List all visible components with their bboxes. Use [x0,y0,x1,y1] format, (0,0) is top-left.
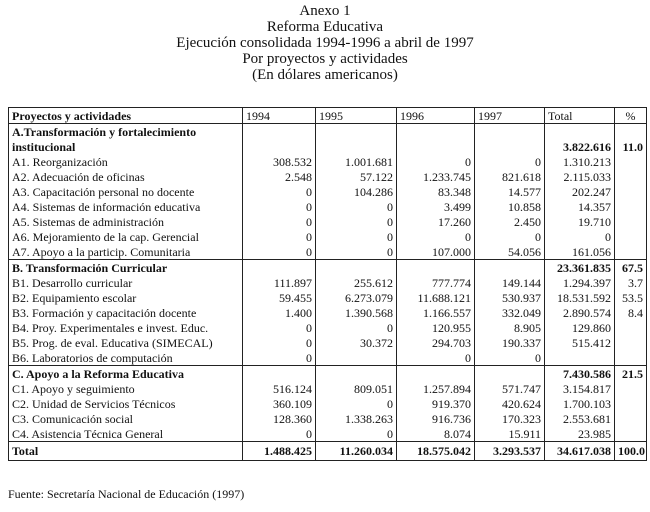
activity-y1997: 530.937 [475,290,545,305]
table-row [9,320,647,335]
activity-pct [615,350,647,366]
activity-pct [615,244,647,260]
activity-y1995: 0 [316,320,397,335]
section-empty-cell [243,260,316,276]
activity-pct [615,396,647,411]
section-empty-cell [475,366,545,382]
activity-y1996: 916.736 [397,411,475,426]
activity-name: A4. Sistemas de información educativa [12,199,201,214]
section-header-row [9,366,647,382]
total-pct: 100.0 [615,442,647,461]
section-label: C. Apoyo a la Reforma Educativa [9,366,243,382]
activity-y1997: 571.747 [475,381,545,396]
activity-y1996: 17.260 [397,214,475,229]
header-1997: 1997 [475,108,545,124]
activity-total: 1.310.213 [545,154,615,169]
activity-pct [615,229,647,244]
activity-y1996: 1.166.557 [397,305,475,320]
activity-y1997: 8.905 [475,320,545,335]
activity-y1997: 0 [475,350,545,366]
activity-y1997: 10.858 [475,199,545,214]
activity-y1995: 0 [316,244,397,260]
activity-y1995: 255.612 [316,275,397,290]
activity-y1995: 6.273.079 [316,290,397,305]
activity-y1995: 0 [316,199,397,214]
activity-y1997: 149.144 [475,275,545,290]
section-empty-cell [397,124,475,140]
table-row [9,350,647,366]
section-empty-cell [316,124,397,140]
activity-total: 161.056 [545,244,615,260]
activity-y1996: 777.774 [397,275,475,290]
activity-name: A3. Capacitación personal no docente [12,184,195,199]
activity-y1996: 1.233.745 [397,169,475,184]
activity-y1994: 111.897 [243,275,316,290]
activity-pct [615,154,647,169]
activity-total: 1.294.397 [545,275,615,290]
activity-pct [615,411,647,426]
activity-y1996: 0 [397,229,475,244]
header-1995: 1995 [316,108,397,124]
activity-y1996: 120.955 [397,320,475,335]
section-empty-cell [475,139,545,154]
title-main: Reforma Educativa [266,19,384,35]
activity-y1997: 54.056 [475,244,545,260]
section-total: 23.361.835 [545,260,615,276]
activity-total: 1.700.103 [545,396,615,411]
activity-y1997: 420.624 [475,396,545,411]
activity-y1995: 30.372 [316,335,397,350]
activity-pct [615,169,647,184]
activity-y1995: 0 [316,426,397,442]
activity-name: B4. Proy. Experimentales e invest. Educ. [12,320,209,335]
activity-pct: 8.4 [615,305,647,320]
activity-total: 2.553.681 [545,411,615,426]
table-row [9,229,647,244]
header-projects: Proyectos y actividades [9,108,243,124]
section-empty-cell [243,366,316,382]
activity-total: 2.115.033 [545,169,615,184]
activity-y1997: 821.618 [475,169,545,184]
activity-y1995: 0 [316,214,397,229]
activity-total: 202.247 [545,184,615,199]
section-empty-cell [475,124,545,140]
header-1994: 1994 [243,108,316,124]
activity-y1997: 190.337 [475,335,545,350]
activity-y1994: 0 [243,320,316,335]
activity-y1996: 11.688.121 [397,290,475,305]
table-row [9,411,647,426]
activity-y1996: 3.499 [397,199,475,214]
activity-name: C3. Comunicación social [12,411,133,426]
section-total: 3.822.616 [545,139,615,154]
activity-y1997: 0 [475,154,545,169]
activity-y1994: 59.455 [243,290,316,305]
activity-y1995: 809.051 [316,381,397,396]
table-row [9,396,647,411]
activity-name: A2. Adecuación de oficinas [12,169,145,184]
table-row [9,214,647,229]
title-currency: (En dólares americanos) [252,67,398,83]
activity-y1996: 919.370 [397,396,475,411]
activity-pct [615,381,647,396]
section-empty-cell [397,260,475,276]
title-annex: Anexo 1 [299,3,351,19]
table-row [9,154,647,169]
section-empty-cell [397,366,475,382]
activity-y1996: 107.000 [397,244,475,260]
activity-name: B2. Equipamiento escolar [12,290,137,305]
activity-y1996: 294.703 [397,335,475,350]
header-1996: 1996 [397,108,475,124]
activity-y1997: 2.450 [475,214,545,229]
activity-y1995: 1.390.568 [316,305,397,320]
activity-y1996: 1.257.894 [397,381,475,396]
section-empty-cell [545,124,615,140]
section-empty-cell [397,139,475,154]
activity-y1997: 170.323 [475,411,545,426]
table-row [9,426,647,442]
activity-name: A1. Reorganización [12,154,108,169]
table-row [9,305,647,320]
activity-name: A6. Mejoramiento de la cap. Gerencial [12,229,199,244]
activity-y1996: 0 [397,350,475,366]
expenditure-table [8,107,647,461]
source-note: Fuente: Secretaría Nacional de Educación (1997) [8,487,245,501]
activity-y1994: 0 [243,426,316,442]
activity-pct: 53.5 [615,290,647,305]
activity-total [545,350,615,366]
activity-y1994: 360.109 [243,396,316,411]
activity-pct [615,214,647,229]
section-header-row [9,124,647,140]
total-label: Total [9,442,243,461]
activity-name: B1. Desarrollo curricular [12,275,133,290]
title-breakdown: Por proyectos y actividades [242,51,408,67]
section-header-row [9,260,647,276]
total-row [9,442,647,461]
total-total: 34.617.038 [545,442,615,461]
total-y1997: 3.293.537 [475,442,545,461]
table-row [9,381,647,396]
activity-y1997: 0 [475,229,545,244]
activity-name: A5. Sistemas de administración [12,214,164,229]
activity-total: 2.890.574 [545,305,615,320]
activity-y1994: 0 [243,335,316,350]
section-empty-cell [243,139,316,154]
activity-name: C2. Unidad de Servicios Técnicos [12,396,176,411]
activity-y1994: 0 [243,229,316,244]
section-label: A.Transformación y fortalecimiento [9,124,243,140]
activity-pct [615,320,647,335]
activity-total: 0 [545,229,615,244]
activity-total: 3.154.817 [545,381,615,396]
activity-y1994: 128.360 [243,411,316,426]
activity-y1994: 2.548 [243,169,316,184]
table-row [9,275,647,290]
activity-y1994: 516.124 [243,381,316,396]
table-row [9,199,647,214]
activity-pct [615,199,647,214]
table-row [9,169,647,184]
section-empty-cell [316,366,397,382]
title-subtitle: Ejecución consolidada 1994-1996 a abril de 1997 [176,35,474,51]
table-row [9,244,647,260]
activity-total: 18.531.592 [545,290,615,305]
document-title-block [0,3,650,83]
activity-y1995: 104.286 [316,184,397,199]
activity-pct [615,184,647,199]
activity-total: 19.710 [545,214,615,229]
activity-y1994: 0 [243,184,316,199]
table-row [9,290,647,305]
section-empty-cell [243,124,316,140]
activity-y1995: 1.338.263 [316,411,397,426]
section-header-row-cont [9,139,647,154]
activity-y1995 [316,350,397,366]
activity-total: 14.357 [545,199,615,214]
table-row [9,335,647,350]
section-empty-cell [316,139,397,154]
section-empty-cell [475,260,545,276]
activity-y1994: 0 [243,350,316,366]
activity-y1996: 0 [397,154,475,169]
section-percent: 21.5 [615,366,647,382]
activity-y1996: 8.074 [397,426,475,442]
activity-total: 129.860 [545,320,615,335]
activity-total: 23.985 [545,426,615,442]
table-header-row [9,108,647,124]
total-y1996: 18.575.042 [397,442,475,461]
section-total: 7.430.586 [545,366,615,382]
activity-pct [615,335,647,350]
header-total: Total [545,108,615,124]
activity-name: A7. Apoyo a la particip. Comunitaria [12,244,191,259]
section-label: B. Transformación Curricular [9,260,243,276]
activity-y1994: 1.400 [243,305,316,320]
activity-name: B6. Laboratorios de computación [12,350,173,365]
activity-y1997: 14.577 [475,184,545,199]
activity-pct [615,426,647,442]
section-percent: 67.5 [615,260,647,276]
activity-pct: 3.7 [615,275,647,290]
header-percent: % [615,108,647,124]
activity-y1995: 0 [316,229,397,244]
activity-name: C4. Asistencia Técnica General [12,426,164,441]
activity-y1994: 308.532 [243,154,316,169]
section-empty-cell [316,260,397,276]
activity-y1997: 332.049 [475,305,545,320]
activity-name: B3. Formación y capacitación docente [12,305,197,320]
expenditure-table-body [9,108,647,461]
table-row [9,184,647,199]
activity-y1995: 1.001.681 [316,154,397,169]
activity-name: C1. Apoyo y seguimiento [12,381,135,396]
activity-y1996: 83.348 [397,184,475,199]
activity-y1994: 0 [243,214,316,229]
section-empty-cell [615,124,647,140]
activity-name: B5. Prog. de eval. Educativa (SIMECAL) [12,335,213,350]
total-y1994: 1.488.425 [243,442,316,461]
section-percent: 11.0 [615,139,647,154]
activity-y1997: 15.911 [475,426,545,442]
total-y1995: 11.260.034 [316,442,397,461]
activity-y1995: 0 [316,396,397,411]
section-label-cont: institucional [12,139,76,154]
activity-y1994: 0 [243,199,316,214]
activity-y1995: 57.122 [316,169,397,184]
activity-y1994: 0 [243,244,316,260]
activity-total: 515.412 [545,335,615,350]
